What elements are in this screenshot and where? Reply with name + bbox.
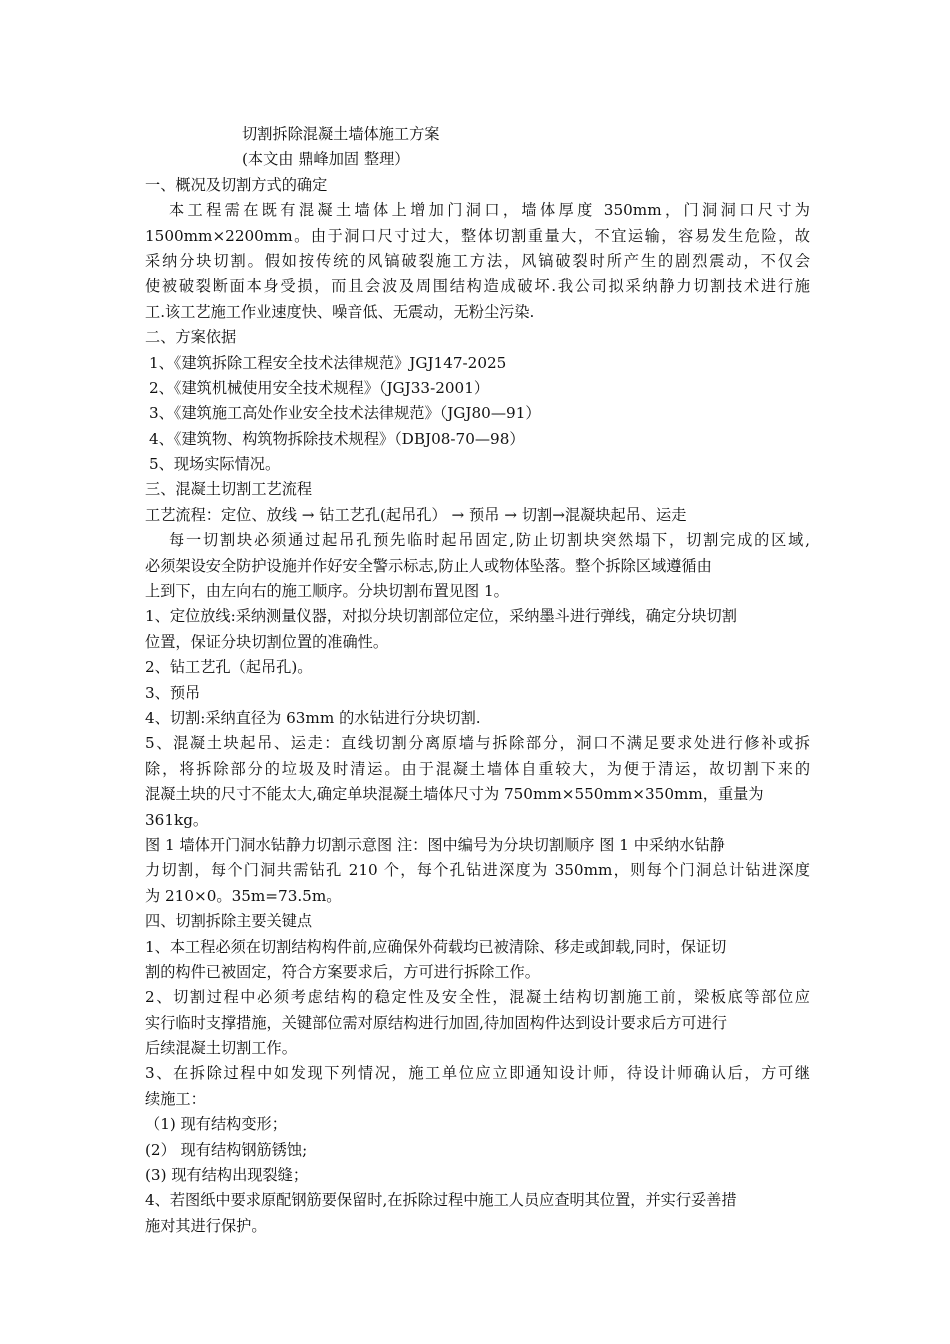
text-line: 除，将拆除部分的垃圾及时清运。由于混凝土墙体自重较大，为便于清运，故切割下来的: [145, 759, 810, 778]
text-line: 2、《建筑机械使用安全技术规程》（JGJ33-2001）: [149, 378, 490, 397]
text-line: 后续混凝土切割工作。: [145, 1039, 297, 1058]
document-body: [145, 122, 810, 1239]
text-line: 使被破裂断面本身受损，而且会波及周围结构造成破坏.我公司拟采纳静力切割技术进行施: [145, 277, 810, 296]
text-line: 1、定位放线:采纳测量仪器，对拟分块切割部位定位，采纳墨斗进行弹线，确定分块切割: [145, 607, 737, 626]
text-line: 361kg。: [145, 810, 209, 829]
text-line: 施对其进行保护。: [145, 1216, 267, 1235]
text-line: (2） 现有结构钢筋锈蚀;: [145, 1140, 308, 1159]
text-line: 一、概况及切割方式的确定: [145, 175, 328, 194]
text-line: (3) 现有结构出现裂缝；: [145, 1166, 309, 1185]
text-line: 混凝土块的尺寸不能太大,确定单块混凝土墙体尺寸为 750mm×550mm×350mm，重量为: [145, 785, 764, 804]
text-line: 采纳分块切割。假如按传统的风镐破裂施工方法，风镐破裂时所产生的剧烈震动，不仅会: [145, 251, 810, 270]
text-line: 二、方案依据: [145, 328, 237, 347]
text-line: 2、切割过程中必须考虑结构的稳定性及安全性，混凝土结构切割施工前，梁板底等部位应: [145, 988, 810, 1007]
document-title: 切割拆除混凝土墙体施工方案: [242, 125, 440, 143]
text-line: 4、切割:采纳直径为 63mm 的水钻进行分块切割.: [145, 708, 481, 727]
text-line: 工艺流程：定位、放线 → 钻工艺孔(起吊孔） → 预吊 → 切割→混凝块起吊、运走: [145, 505, 687, 524]
text-line: 力切割，每个门洞共需钻孔 210 个，每个孔钻进深度为 350mm，则每个门洞总计钻进深度: [145, 861, 810, 880]
document-text: [145, 173, 810, 1239]
text-line: 5、混凝土块起吊、运走：直线切割分离原墙与拆除部分，洞口不满足要求处进行修补或拆: [145, 734, 810, 753]
text-line: 工.该工艺施工作业速度快、噪音低、无震动，无粉尘污染.: [145, 302, 535, 321]
text-line: 图 1 墙体开门洞水钻静力切割示意图 注：图中编号为分块切割顺序 图 1 中采纳水钻静: [145, 835, 725, 854]
text-line: 为 210×0。35m=73.5m。: [145, 886, 342, 905]
text-line: 四、切割拆除主要关键点: [145, 912, 313, 931]
text-line: 3、预吊: [145, 683, 201, 702]
text-line: 4、《建筑物、构筑物拆除技术规程》（DBJ08-70—98）: [149, 429, 525, 448]
text-line: 1、本工程必须在切割结构构件前,应确保外荷载均已被清除、移走或卸载,同时，保证切: [145, 937, 727, 956]
text-line: 2、钻工艺孔（起吊孔)。: [145, 658, 313, 677]
text-line: 上到下，由左向右的施工顺序。分块切割布置见图 1。: [145, 582, 509, 601]
text-line: 每一切割块必须通过起吊孔预先临时起吊固定,防止切割块突然塌下，切割完成的区域,: [169, 531, 810, 550]
text-line: 1、《建筑拆除工程安全技术法律规范》JGJ147-2025: [149, 353, 507, 372]
text-line: 4、若图纸中要求原配钢筋要保留时,在拆除过程中施工人员应查明其位置，并实行妥善措: [145, 1191, 737, 1210]
text-line: 位置，保证分块切割位置的准确性。: [145, 632, 388, 651]
text-line: 3、《建筑施工高处作业安全技术法律规范》（JGJ80—91）: [149, 404, 541, 423]
text-line: 续施工：: [145, 1089, 206, 1108]
text-line: 割的构件已被固定，符合方案要求后，方可进行拆除工作。: [145, 962, 540, 981]
text-line: 5、现场实际情况。: [149, 455, 281, 474]
document-subtitle: (本文由 鼎峰加固 整理）: [242, 150, 410, 169]
text-line: 1500mm×2200mm。由于洞口尺寸过大，整体切割重量大，不宜运输，容易发生危险，故: [145, 226, 810, 245]
text-line: 三、混凝土切割工艺流程: [145, 480, 313, 499]
text-line: 3、在拆除过程中如发现下列情况，施工单位应立即通知设计师，待设计师确认后，方可继: [145, 1064, 810, 1083]
text-line: （1) 现有结构变形；: [145, 1115, 287, 1134]
text-line: 实行临时支撑措施，关键部位需对原结构进行加固,待加固构件达到设计要求后方可进行: [145, 1013, 727, 1032]
text-line: 必须架设安全防护设施并作好安全警示标志,防止人或物体坠落。整个拆除区域遵循由: [145, 556, 712, 575]
text-line: 本工程需在既有混凝土墙体上增加门洞口，墙体厚度 350mm，门洞洞口尺寸为: [169, 201, 810, 220]
